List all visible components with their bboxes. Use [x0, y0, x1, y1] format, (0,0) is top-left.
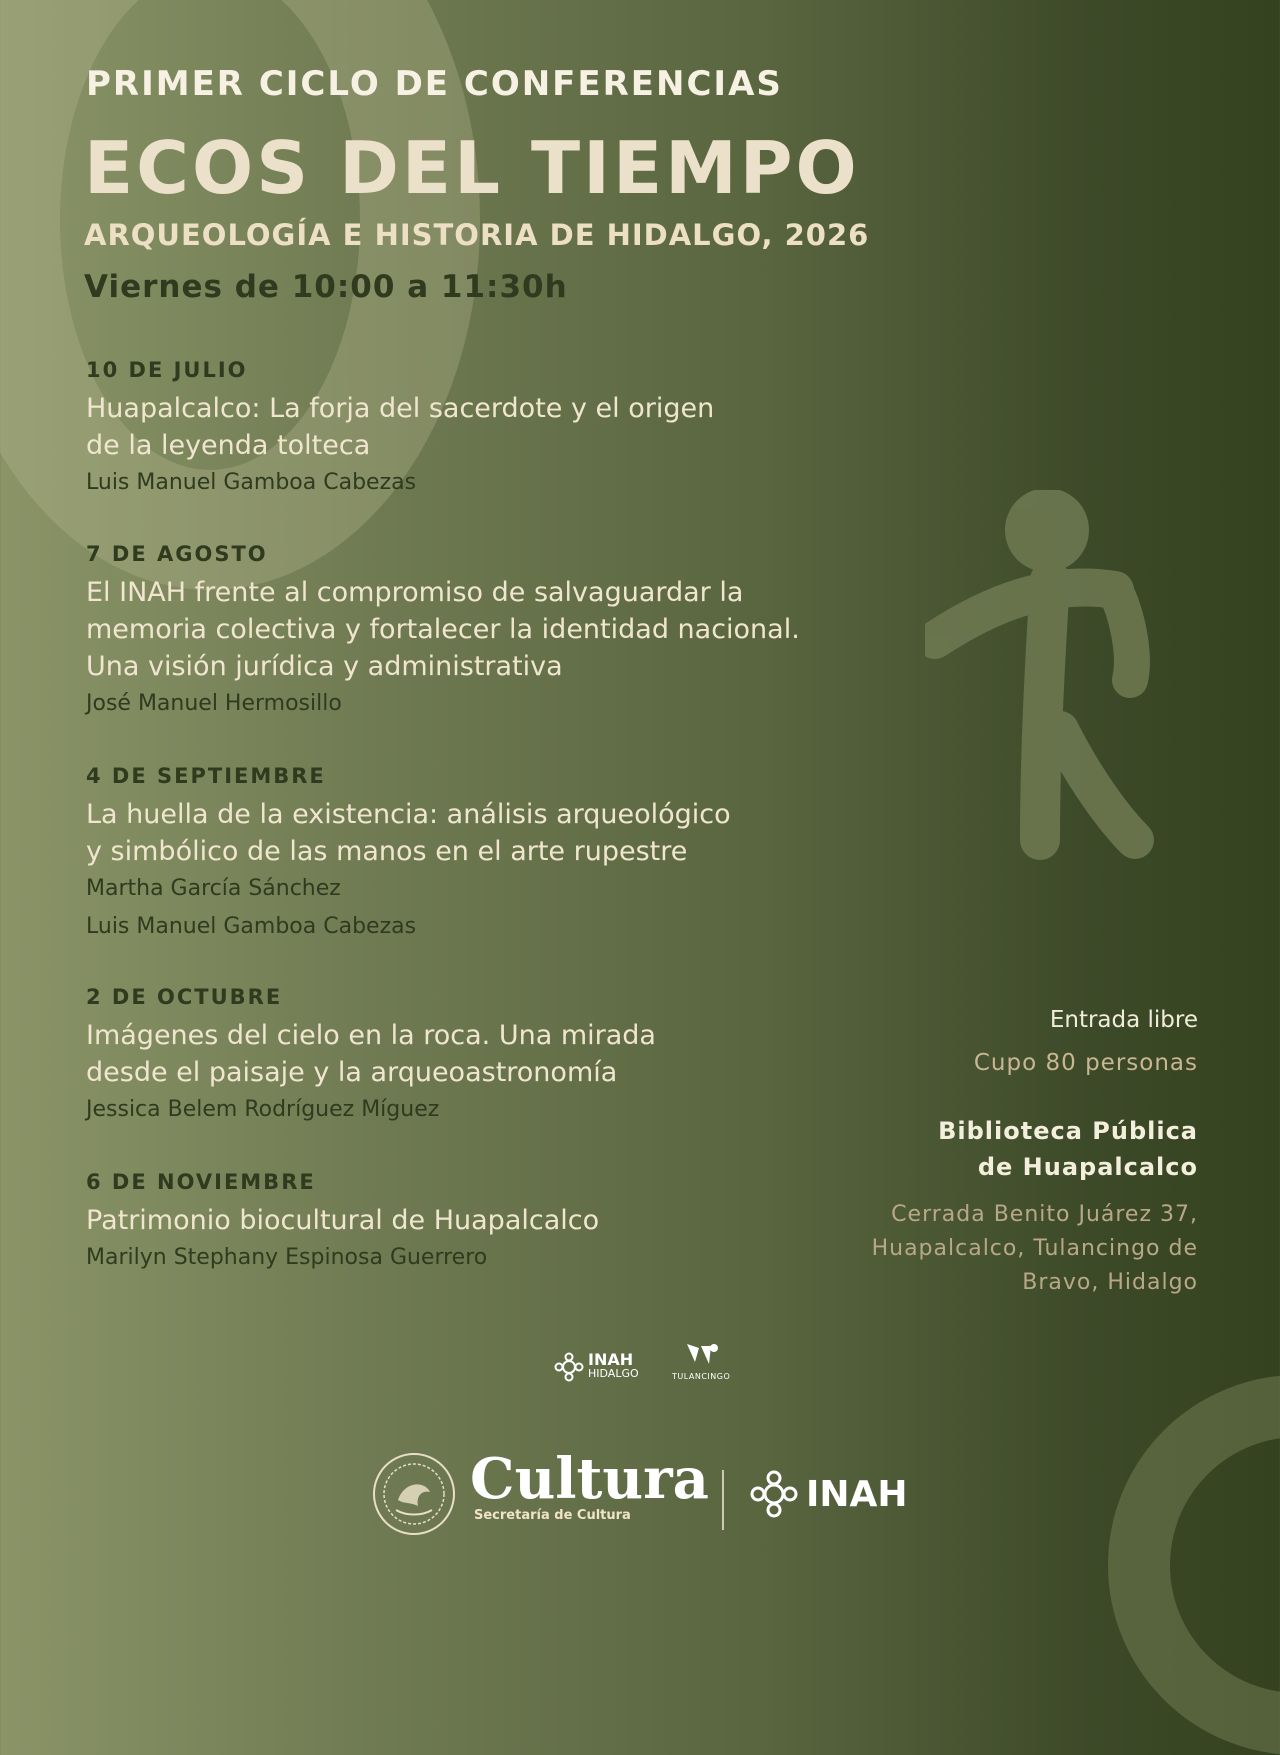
venue-line: Biblioteca Pública: [938, 1117, 1198, 1145]
event-title-line: Huapalcalco: La forja del sacerdote y el origen: [86, 393, 715, 424]
inah-glyph-icon: [554, 1352, 584, 1382]
event-date: 10 DE JULIO: [86, 358, 248, 382]
event-date: 2 DE OCTUBRE: [86, 985, 283, 1009]
event-title-line: y simbólico de las manos en el arte rupestre: [86, 836, 688, 867]
event-date: 4 DE SEPTIEMBRE: [86, 764, 326, 788]
event-date: 7 DE AGOSTO: [86, 542, 268, 566]
event-speaker: José Manuel Hermosillo: [86, 691, 342, 716]
event-speaker: Martha García Sánchez: [86, 876, 341, 901]
logo-divider: [722, 1470, 724, 1530]
mexico-seal-icon: [372, 1452, 456, 1536]
schedule-text: Viernes de 10:00 a 11:30h: [84, 269, 568, 305]
event-title-line: Imágenes del cielo en la roca. Una mirada: [86, 1020, 656, 1051]
event-title-line: de la leyenda tolteca: [86, 430, 371, 461]
event-title-line: Patrimonio biocultural de Huapalcalco: [86, 1205, 600, 1236]
event-item: [86, 542, 846, 723]
inah-word: INAH: [806, 1473, 908, 1515]
entrance-text: Entrada libre: [1049, 1007, 1198, 1033]
event-title-line: desde el paisaje y la arqueoastronomía: [86, 1057, 618, 1088]
inah-small-name: INAH: [588, 1350, 634, 1369]
inah-small-region: HIDALGO: [588, 1367, 639, 1380]
event-title-line: La huella de la existencia: análisis arqueológico: [86, 799, 731, 830]
event-speaker: Luis Manuel Gamboa Cabezas: [86, 914, 417, 939]
tulancingo-logo: [672, 1340, 730, 1381]
cultura-logo: [470, 1446, 709, 1523]
tulancingo-name: TULANCINGO: [672, 1372, 731, 1381]
tulancingo-logo-icon: [681, 1340, 721, 1368]
address-line: Bravo, Hidalgo: [1022, 1270, 1198, 1295]
series-heading: PRIMER CICLO DE CONFERENCIAS: [86, 64, 783, 104]
event-speaker: Marilyn Stephany Espinosa Guerrero: [86, 1245, 488, 1270]
petroglyph-figure-icon: [925, 490, 1195, 890]
venue-address: [838, 1198, 1198, 1300]
event-speaker: Luis Manuel Gamboa Cabezas: [86, 470, 417, 495]
cultura-sub: Secretaría de Cultura: [474, 1508, 631, 1523]
inah-hidalgo-logo: [554, 1352, 639, 1382]
event-item: [86, 358, 846, 502]
event-title-line: memoria colectiva y fortalecer la identidad nacional.: [86, 614, 800, 645]
inah-glyph-icon: [750, 1470, 798, 1518]
inah-logo: [750, 1470, 908, 1518]
page-title: ECOS DEL TIEMPO: [84, 126, 860, 210]
event-item: [86, 1170, 846, 1277]
event-speaker: Jessica Belem Rodríguez Míguez: [86, 1097, 440, 1122]
decorative-ring-bottom: [1108, 1375, 1280, 1755]
address-line: Huapalcalco, Tulancingo de: [871, 1236, 1198, 1261]
event-date: 6 DE NOVIEMBRE: [86, 1170, 316, 1194]
event-title-line: Una visión jurídica y administrativa: [86, 651, 563, 682]
venue-name: [938, 1113, 1198, 1185]
address-line: Cerrada Benito Juárez 37,: [891, 1202, 1198, 1227]
event-item: [86, 985, 846, 1129]
capacity-text: Cupo 80 personas: [973, 1050, 1198, 1076]
event-item: [86, 764, 846, 946]
page-subtitle: ARQUEOLOGÍA E HISTORIA DE HIDALGO, 2026: [84, 218, 870, 252]
cultura-word: Cultura: [470, 1446, 709, 1512]
event-title-line: El INAH frente al compromiso de salvaguardar la: [86, 577, 744, 608]
venue-line: de Huapalcalco: [977, 1153, 1198, 1181]
